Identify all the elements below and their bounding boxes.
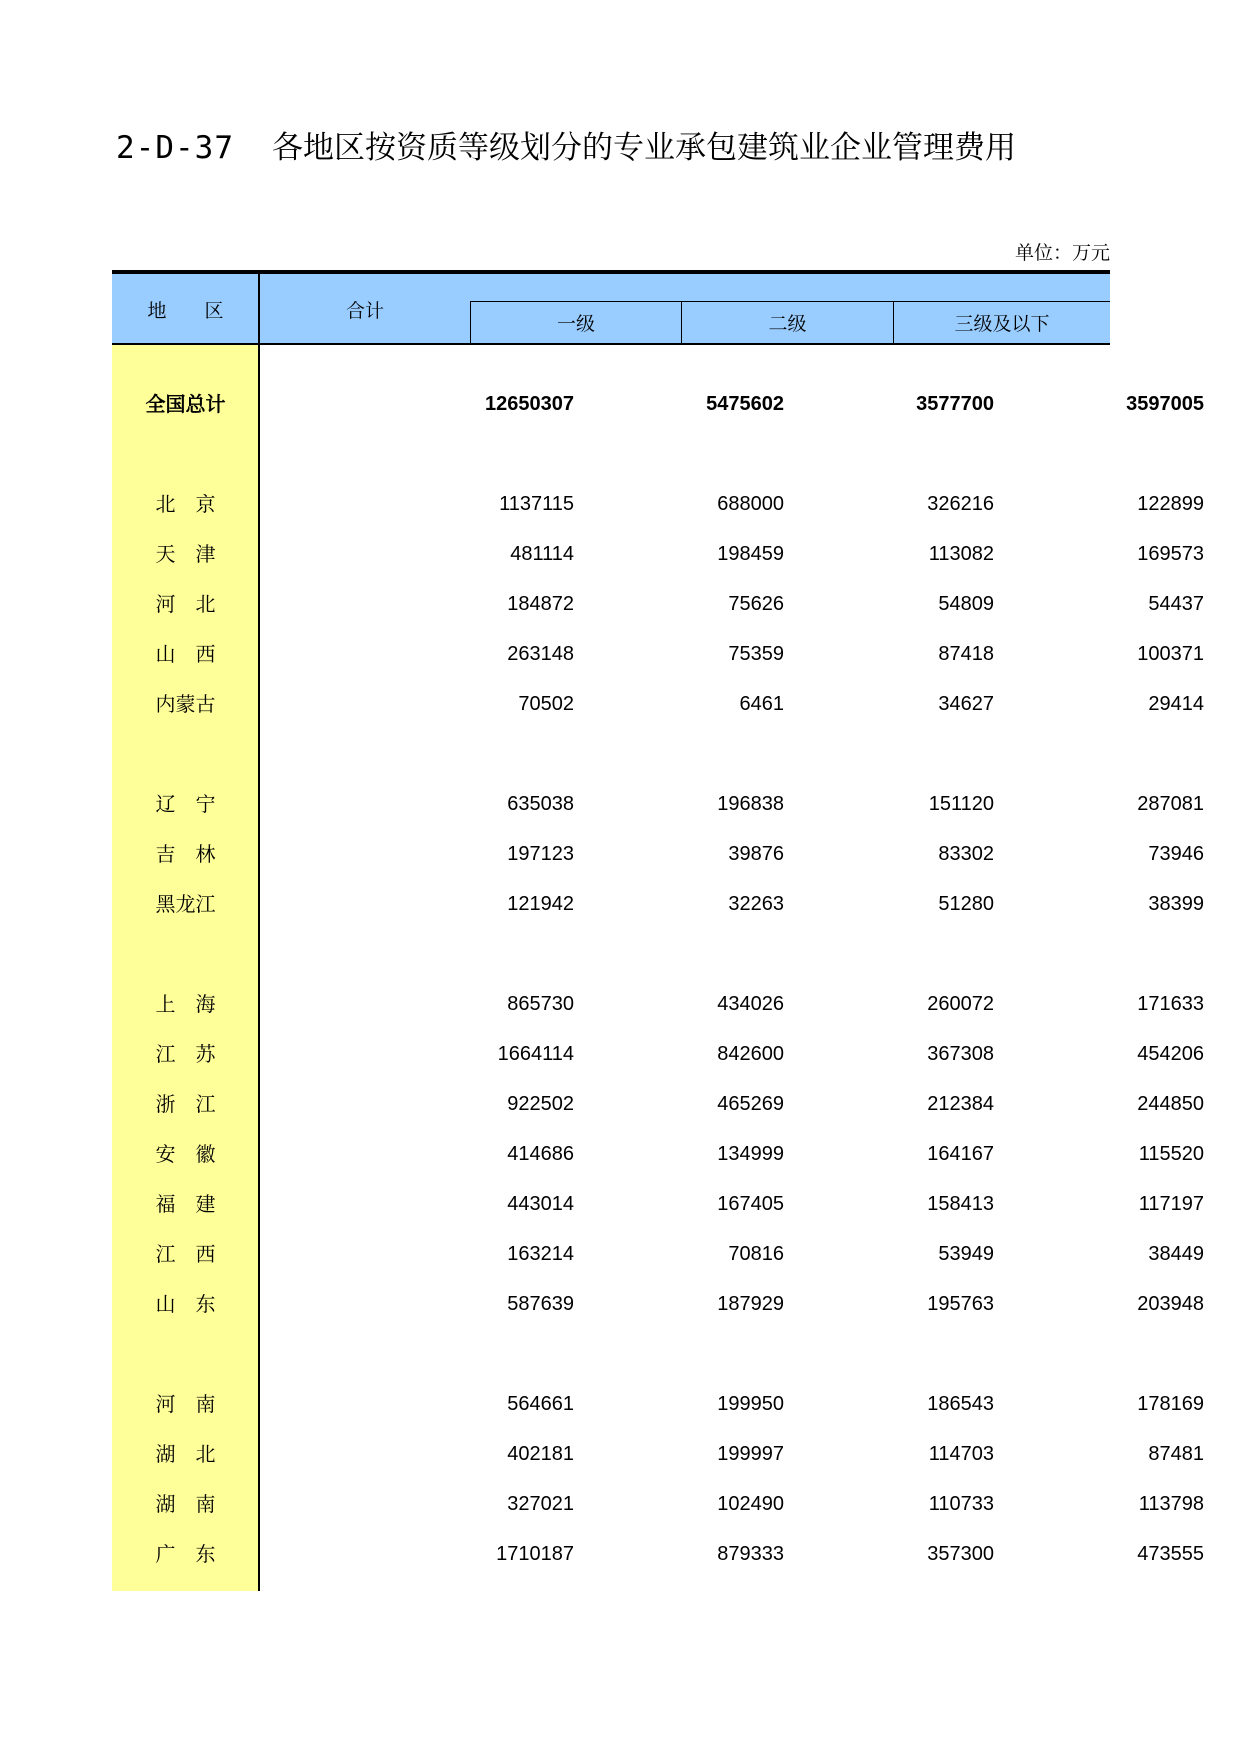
cell-grade3: 115520 — [1138, 1143, 1204, 1165]
region-name: 天 津 — [155, 542, 216, 566]
region-name: 江 苏 — [155, 1042, 216, 1066]
cell-total: 587639 — [507, 1293, 574, 1315]
cell-total: 635038 — [507, 793, 574, 815]
cell-grade3: 73946 — [1148, 843, 1204, 865]
cell-grade1: 39876 — [728, 843, 784, 865]
cell-grade2: 158413 — [927, 1193, 994, 1215]
region-name: 全国总计 — [145, 392, 226, 416]
cell-grade2: 151120 — [928, 793, 994, 815]
cell-grade2: 195763 — [927, 1293, 994, 1315]
header-top-rule — [112, 270, 1110, 274]
cell-grade2: 110733 — [928, 1493, 994, 1515]
cell-total: 121942 — [507, 893, 574, 915]
cell-grade3: 122899 — [1137, 493, 1204, 515]
cell-grade3: 169573 — [1137, 543, 1204, 565]
cell-grade2: 114703 — [928, 1443, 994, 1465]
table-row — [112, 1484, 1204, 1524]
region-name: 广 东 — [155, 1542, 216, 1566]
header-subrule — [470, 301, 1110, 302]
cell-total: 70502 — [518, 693, 574, 715]
cell-total: 12650307 — [485, 393, 574, 415]
cell-grade3: 100371 — [1137, 643, 1204, 665]
cell-grade1: 196838 — [717, 793, 784, 815]
cell-grade3: 203948 — [1137, 1293, 1204, 1315]
cell-total: 1664114 — [497, 1043, 574, 1065]
region-name: 辽 宁 — [155, 792, 216, 816]
region-name: 河 南 — [155, 1392, 216, 1416]
cell-grade2: 3577700 — [916, 393, 994, 415]
cell-grade3: 178169 — [1137, 1393, 1204, 1415]
table-row — [112, 834, 1204, 874]
cell-grade1: 465269 — [717, 1093, 784, 1115]
cell-total: 327021 — [507, 1493, 574, 1515]
region-name: 山 西 — [155, 642, 216, 666]
table-title: 各地区按资质等级划分的专业承包建筑业企业管理费用 — [271, 130, 1016, 166]
header-grade3: 三级及以下 — [954, 313, 1050, 335]
cell-grade1: 75626 — [728, 593, 784, 615]
table-row — [112, 1084, 1204, 1124]
cell-total: 402181 — [507, 1443, 574, 1465]
table-row — [112, 784, 1204, 824]
total-row — [112, 384, 1204, 424]
table-row — [112, 684, 1204, 724]
table-row — [112, 584, 1204, 624]
cell-grade1: 199950 — [717, 1393, 784, 1415]
cell-total: 414686 — [507, 1143, 574, 1165]
cell-grade1: 198459 — [717, 543, 784, 565]
cell-grade2: 87418 — [938, 643, 994, 665]
header-bottom-rule — [112, 343, 1110, 345]
table-code: 2-D-37 — [116, 130, 234, 166]
region-name: 湖 北 — [155, 1442, 216, 1466]
table-row — [112, 884, 1204, 924]
cell-grade1: 6461 — [739, 693, 784, 715]
cell-grade3: 113798 — [1138, 1493, 1204, 1515]
cell-grade2: 260072 — [927, 993, 994, 1015]
region-name: 江 西 — [155, 1242, 216, 1266]
cell-grade2: 212384 — [927, 1093, 994, 1115]
cell-grade1: 134999 — [717, 1143, 784, 1165]
cell-grade1: 187929 — [717, 1293, 784, 1315]
table-row — [112, 484, 1204, 524]
cell-grade1: 199997 — [717, 1443, 784, 1465]
table-row — [112, 1184, 1204, 1224]
cell-total: 1710187 — [496, 1543, 574, 1565]
region-name: 黑龙江 — [155, 892, 216, 916]
cell-grade3: 287081 — [1137, 793, 1204, 815]
cell-grade2: 113082 — [928, 543, 994, 565]
region-name: 山 东 — [155, 1292, 216, 1316]
cell-grade1: 102490 — [717, 1493, 784, 1515]
cell-total: 197123 — [507, 843, 574, 865]
table-row — [112, 1284, 1204, 1324]
cell-grade3: 87481 — [1148, 1443, 1204, 1465]
cell-grade2: 51280 — [938, 893, 994, 915]
cell-grade3: 454206 — [1137, 1043, 1204, 1065]
table-row — [112, 1434, 1204, 1474]
cell-grade1: 842600 — [717, 1043, 784, 1065]
cell-grade3: 3597005 — [1126, 393, 1204, 415]
cell-total: 263148 — [507, 643, 574, 665]
cell-grade3: 38449 — [1148, 1243, 1204, 1265]
cell-grade1: 32263 — [728, 893, 784, 915]
cell-grade1: 5475602 — [706, 393, 784, 415]
cell-grade2: 357300 — [927, 1543, 994, 1565]
header-grade1: 一级 — [556, 313, 595, 335]
table-row — [112, 1534, 1204, 1574]
cell-grade1: 75359 — [728, 643, 784, 665]
cell-grade3: 171633 — [1137, 993, 1204, 1015]
table-row — [112, 634, 1204, 674]
table-row — [112, 534, 1204, 574]
unit-label: 单位：万元 — [1014, 242, 1110, 264]
region-name: 北 京 — [155, 492, 216, 516]
cell-total: 443014 — [507, 1193, 574, 1215]
region-name: 福 建 — [155, 1192, 216, 1216]
cell-grade3: 29414 — [1148, 693, 1204, 715]
cell-grade3: 117197 — [1138, 1193, 1204, 1215]
cell-grade1: 879333 — [717, 1543, 784, 1565]
cell-grade3: 54437 — [1148, 593, 1204, 615]
region-name: 内蒙古 — [155, 692, 216, 716]
cell-total: 184872 — [507, 593, 574, 615]
cell-total: 1137115 — [499, 493, 574, 515]
region-name: 湖 南 — [155, 1492, 216, 1516]
cell-total: 564661 — [507, 1393, 574, 1415]
cell-grade3: 244850 — [1137, 1093, 1204, 1115]
cell-total: 163214 — [507, 1243, 574, 1265]
cell-grade1: 688000 — [717, 493, 784, 515]
region-name: 安 徽 — [155, 1142, 216, 1166]
table-row — [112, 1034, 1204, 1074]
cell-grade2: 54809 — [938, 593, 994, 615]
cell-grade2: 326216 — [927, 493, 994, 515]
page-title — [116, 128, 1016, 168]
cell-grade1: 70816 — [728, 1243, 784, 1265]
header-region: 地 区 — [147, 300, 224, 322]
cell-grade1: 434026 — [717, 993, 784, 1015]
cell-grade3: 38399 — [1148, 893, 1204, 915]
cell-total: 922502 — [507, 1093, 574, 1115]
header-grade2: 二级 — [768, 313, 807, 335]
header-total: 合计 — [345, 300, 384, 322]
table-row — [112, 984, 1204, 1024]
table-row — [112, 1234, 1204, 1274]
cell-grade2: 164167 — [927, 1143, 994, 1165]
cell-grade2: 186543 — [927, 1393, 994, 1415]
cell-total: 481114 — [510, 543, 574, 565]
region-name: 上 海 — [155, 992, 216, 1016]
cell-grade3: 473555 — [1137, 1543, 1204, 1565]
cell-grade1: 167405 — [717, 1193, 784, 1215]
cell-grade2: 367308 — [927, 1043, 994, 1065]
region-name: 吉 林 — [155, 842, 216, 866]
cell-grade2: 34627 — [938, 693, 994, 715]
cell-grade2: 53949 — [938, 1243, 994, 1265]
cell-grade2: 83302 — [938, 843, 994, 865]
region-name: 河 北 — [155, 592, 216, 616]
region-name: 浙 江 — [155, 1092, 216, 1116]
table-row — [112, 1384, 1204, 1424]
cell-total: 865730 — [507, 993, 574, 1015]
table-row — [112, 1134, 1204, 1174]
